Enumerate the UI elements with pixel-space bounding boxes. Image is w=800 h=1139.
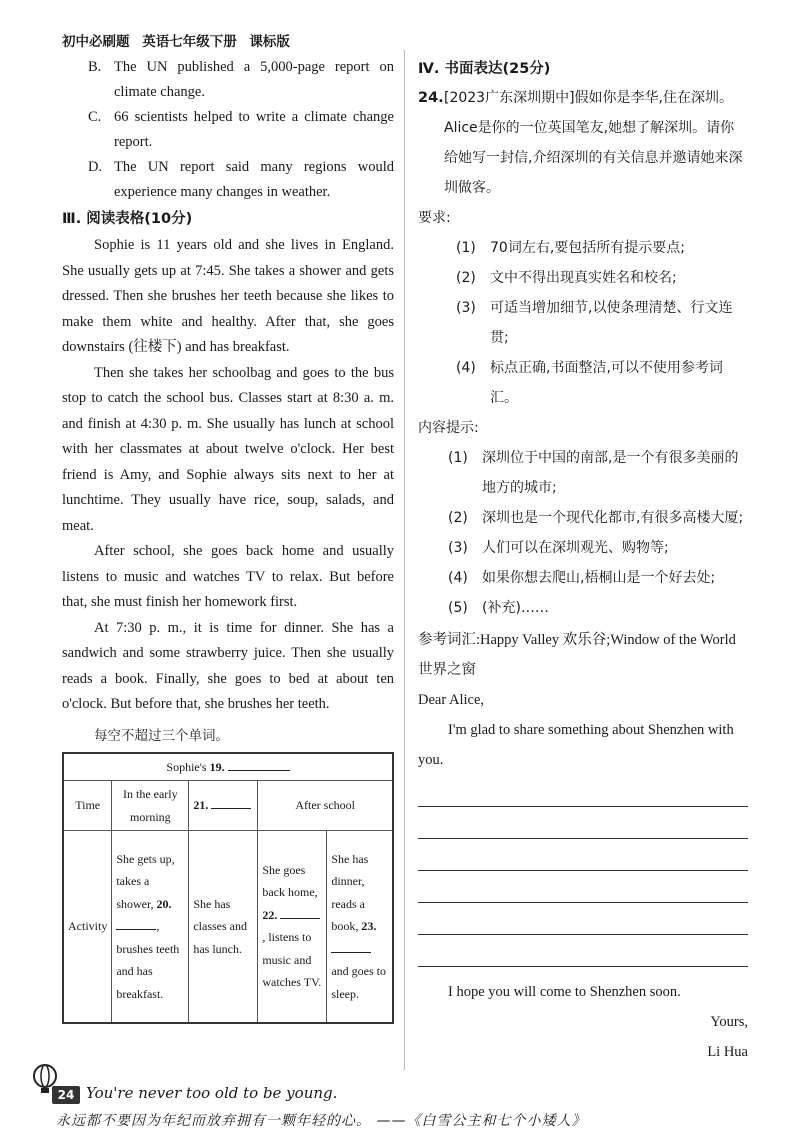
header-series: 初中必刷题 xyxy=(62,34,130,50)
passage-paragraph: Sophie is 11 years old and she lives in England. She usually gets up at 7:45. She takes a shower and gets dressed. Then she brushes her teeth because she likes to make them white and healthy. After that, she goes downstairs (往楼下) and has breakfast. xyxy=(62,237,394,355)
letter-closing: I hope you will come to Shenzhen soon. xyxy=(448,984,681,1000)
hint-item xyxy=(418,533,748,563)
question-number-19: 19. xyxy=(209,759,225,774)
option-label: B. xyxy=(88,59,102,75)
option-text: The UN report said many regions would experience many changes in weather. xyxy=(114,159,394,200)
table-title: Sophie's xyxy=(166,759,207,774)
hint-text: (补充)…… xyxy=(482,600,549,616)
question-number-21: 21. xyxy=(193,798,209,813)
option-label: C. xyxy=(88,109,102,125)
hint-text: 人们可以在深圳观光、购物等; xyxy=(482,540,669,556)
option-b xyxy=(62,55,394,105)
hint-text: 如果你想去爬山,梧桐山是一个好去处; xyxy=(482,570,716,586)
hint-item xyxy=(418,443,748,503)
hint-number: (3) xyxy=(448,540,468,556)
page-number: 24 xyxy=(52,1086,80,1104)
page-header xyxy=(62,30,298,50)
reading-table xyxy=(62,752,394,1024)
writing-line[interactable] xyxy=(418,935,748,967)
passage-paragraph: Then she takes her schoolbag and goes to the bus stop to catch the school bus. Classes start at 8:30 a. m. and finish at 4:30 p. m. She usually has lunch at school with her classmates at about twelve o'clock. Her best friend is Amy, and Sophie always sits next to her at lunchtime. They usually have rice, soup, salads, and meat. xyxy=(62,364,394,534)
option-text: 66 scientists helped to write a climate change report. xyxy=(114,109,394,150)
answer-blank-19[interactable] xyxy=(228,756,290,771)
reference-vocabulary: 参考词汇:Happy Valley 欢乐谷;Window of the World 世界之窗 xyxy=(418,632,736,678)
cell-text: , brushes teeth and has breakfast. xyxy=(116,919,180,1001)
cell-text: and goes to sleep. xyxy=(331,964,386,1001)
hint-text: 深圳位于中国的南部,是一个有很多美丽的地方的城市; xyxy=(482,450,739,496)
requirement-number: (3) xyxy=(456,300,476,316)
hint-number: (2) xyxy=(448,510,468,526)
option-d xyxy=(62,155,394,205)
quote-chinese: 永远都不要因为年纪而放弃拥有一颗年轻的心。 ——《白雪公主和七个小矮人》 xyxy=(56,1113,587,1129)
after-school-cell xyxy=(258,831,327,1023)
answer-blank-22[interactable] xyxy=(280,904,320,919)
letter-signature: Li Hua xyxy=(707,1044,748,1060)
letter-opening: I'm glad to share something about Shenzhen with you. xyxy=(418,722,734,768)
blank-21-cell xyxy=(189,781,258,831)
early-morning-cell xyxy=(112,831,189,1023)
requirements-heading: 要求: xyxy=(418,210,451,226)
cell-text: She has dinner, reads a book, xyxy=(331,851,369,933)
writing-line[interactable] xyxy=(418,903,748,935)
writing-line[interactable] xyxy=(418,871,748,903)
column-divider xyxy=(404,50,405,1070)
question-number-20: 20. xyxy=(156,896,172,911)
requirement-item xyxy=(418,233,748,263)
time-label: Time xyxy=(63,781,112,831)
requirement-text: 70词左右,要包括所有提示要点; xyxy=(490,240,685,256)
passage-paragraph: At 7:30 p. m., it is time for dinner. She has a sandwich and some strawberry juice. Then she usually reads a book. Finally, she goes to bed at about ten o'clock. But before that, she brushes her teeth. xyxy=(62,619,394,712)
section-3-title: Ⅲ. 阅读表格(10分) xyxy=(62,211,193,227)
letter-signoff: Yours, xyxy=(710,1014,748,1030)
question-24 xyxy=(418,83,748,203)
option-label: D. xyxy=(88,159,103,175)
hint-number: (5) xyxy=(448,600,468,616)
table-instruction: 每空不超过三个单词。 xyxy=(94,727,229,744)
requirement-text: 文中不得出现真实姓名和校名; xyxy=(490,270,677,286)
activity-label: Activity xyxy=(63,831,112,1023)
writing-line[interactable] xyxy=(418,775,748,807)
hint-number: (1) xyxy=(448,450,468,466)
hint-item xyxy=(418,563,748,593)
letter-greeting: Dear Alice, xyxy=(418,692,485,708)
passage-paragraph: After school, she goes back home and usually listens to music and watches TV to relax. But before that, she must finish her homework first. xyxy=(62,543,394,610)
after-school-header: After school xyxy=(258,781,393,831)
table-title-cell xyxy=(63,753,393,781)
answer-blank-23[interactable] xyxy=(331,938,371,953)
header-edition: 课标版 xyxy=(249,34,290,50)
question-number-22: 22. xyxy=(262,907,278,922)
requirement-number: (4) xyxy=(456,360,476,376)
left-column xyxy=(62,55,394,1024)
cell-text: , listens to music and watches TV. xyxy=(262,930,322,990)
requirement-item xyxy=(418,263,748,293)
cell-text: She gets up, takes a shower, xyxy=(116,851,175,911)
option-c xyxy=(62,105,394,155)
requirement-item xyxy=(418,353,748,413)
requirement-number: (1) xyxy=(456,240,476,256)
early-morning-header: In the early morning xyxy=(112,781,189,831)
requirement-text: 可适当增加细节,以使条理清楚、行文连贯; xyxy=(490,300,733,346)
question-number-23: 23. xyxy=(361,919,377,933)
requirement-text: 标点正确,书面整洁,可以不使用参考词汇。 xyxy=(490,360,723,406)
hint-item xyxy=(418,593,748,623)
header-book: 英语七年级下册 xyxy=(142,34,237,50)
hint-text: 深圳也是一个现代化都市,有很多高楼大厦; xyxy=(482,510,744,526)
question-number-24: 24. xyxy=(418,90,444,106)
hints-heading: 内容提示: xyxy=(418,420,479,436)
answer-blank-20[interactable] xyxy=(116,915,156,930)
cell-text: She goes back home, xyxy=(262,862,318,900)
requirement-number: (2) xyxy=(456,270,476,286)
right-column xyxy=(418,55,748,1067)
school-cell: She has classes and has lunch. xyxy=(189,831,258,1023)
hint-item xyxy=(418,503,748,533)
quote-english: You're never too old to be young. xyxy=(86,1084,338,1102)
requirement-item xyxy=(418,293,748,353)
writing-line[interactable] xyxy=(418,807,748,839)
writing-prompt: [2023广东深圳期中]假如你是李华,住在深圳。Alice是你的一位英国笔友,她想了解深圳。请你给她写一封信,介绍深圳的有关信息并邀请她来深圳做客。 xyxy=(444,90,743,196)
section-4-title: Ⅳ. 书面表达(25分) xyxy=(418,61,551,77)
writing-line[interactable] xyxy=(418,839,748,871)
hint-number: (4) xyxy=(448,570,468,586)
evening-cell xyxy=(327,831,393,1023)
answer-blank-21[interactable] xyxy=(211,794,251,809)
option-text: The UN published a 5,000-page report on climate change. xyxy=(114,59,394,100)
page-footer xyxy=(30,1064,770,1134)
